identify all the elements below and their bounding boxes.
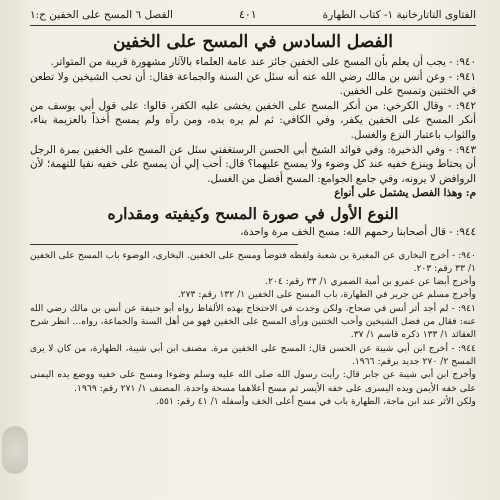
header-book-title: الفتاوى التاتارخانية ١- كتاب الطهارة xyxy=(322,9,476,21)
footnote: ٩٤٤: - أخرج ابن أبي شيبة عن الحسن قال: المسح على الخفين مرة. مصنف ابن أبي شيبة، الطهارة، من كان لا يرى المسح ٢/ ٢٧٠ جديد برقم: ١٩٦٦. xyxy=(30,342,476,367)
paragraph-942: ٩٤٢: - وقال الكرخي: من أنكر المسح على الخفين يخشى عليه الكفر، قالوا: على قول أبي يوسف من أنكر المسح على الخفين يكفر، وفي الكافي: ثم لم يره يده، ومن رآه ولم يمسح أخذاً بالعزيمة بناء، والثواب باعتبار النزع والغسل. xyxy=(30,99,476,141)
type-title: النوع الأول في صورة المسح وكيفيته ومقداره xyxy=(107,203,399,223)
paragraph-types-intro: م: وهذا الفصل يشتمل على أنواع xyxy=(334,187,476,200)
footnote-divider xyxy=(30,244,298,245)
footnote: ٩٤١: - لم أجد أثر أنس في صحاح، ولكن وجدت في الاحتجاج بهذه الألفاظ رواه أبو حنيفة عن أنس بن مالك رضي الله عنه: فقال من فضل الشيخين وأحب الختنين ورأى المسح على الخفين فهو من أهل السنة والجماعة، رواه... انظر شرح العقائد ١/ ١٣٣ ذكره قاسم ١/ ٣٧. xyxy=(30,302,476,341)
section-title: الفصل السادس في المسح على الخفين xyxy=(113,32,393,52)
paragraph-941: ٩٤١: - وعن أنس بن مالك رضي الله عنه أنه سئل عن السنة والجماعة فقال: أن تحب الشيخين ولا تطعن في الختنين وتمسح على الخفين. xyxy=(30,70,476,98)
page-number: ٤٠١ xyxy=(238,8,257,21)
footnote: وأخرج ابن أبي شيبة عن جابر قال: رأيت رسول الله صلى الله عليه وسلم وضوءا ومسح على خفيه ووضع يده اليمنى على خفه الأيمن ويده اليسرى على خفه الأيسر ثم مسح أعلاهما مسحة واحدة. المصنف ١/ ٢٧١ رقم: ١٩٦٩. xyxy=(30,369,476,394)
main-text-continued xyxy=(30,225,476,240)
paragraph-940: ٩٤٠: - يجب أن يعلم بأن المسح على الخفين جائز عند عامة العلماء بالآثار مشهورة قريبة من المتواتر. xyxy=(50,56,476,68)
footnote: وأخرج أيضا عن عمرو بن أمية الضمري ١/ ٣٣ رقم: ٢٠٤. xyxy=(265,276,476,288)
footnote: وأخرج مسلم عن جرير في الطهارة، باب المسح على الخفين ١/ ١٣٢ رقم: ٢٧٣. xyxy=(177,289,476,301)
page-header xyxy=(30,6,476,26)
header-chapter: الفصل ٦ المسح على الخفين ح:١ xyxy=(30,9,173,21)
main-text xyxy=(30,55,476,201)
footnotes xyxy=(30,249,476,409)
paragraph-943: ٩٤٣: - وفي الذخيرة: وفي فوائد الشيخ أبي الحسن الرستغفني سئل عن المسح على الخفين بمرة الرجل أن يحتاط وينزع خفيه عند كل وضوء ولا يمسح عليهما؟ قال: أحب إلي أن يمسح على خفيه نفيا للتهمة؛ لأن الروافض لا يرونه، وفي جامع الجوامع: المسح أفضل من الغسل. xyxy=(30,143,476,185)
footnote: ٩٤٠: - أخرج البخاري عن المغيرة بن شعبة ولفظه فتوضأ ومسح على الخفين. البخاري، الوضوء باب المسح على الخفين ١/ ٣٣ رقم: ٢٠٣. xyxy=(30,249,476,274)
paragraph-944: ٩٤٤: - قال أصحابنا رحمهم الله: مسح الخف مرة واحدة، xyxy=(240,225,476,238)
footnote: ولكن الأثر عند ابن ماجة، الطهارة باب في مسح أعلى الخف وأسفله ١/ ٤١ رقم: ٥٥١. xyxy=(156,395,476,407)
library-stamp xyxy=(2,426,28,474)
